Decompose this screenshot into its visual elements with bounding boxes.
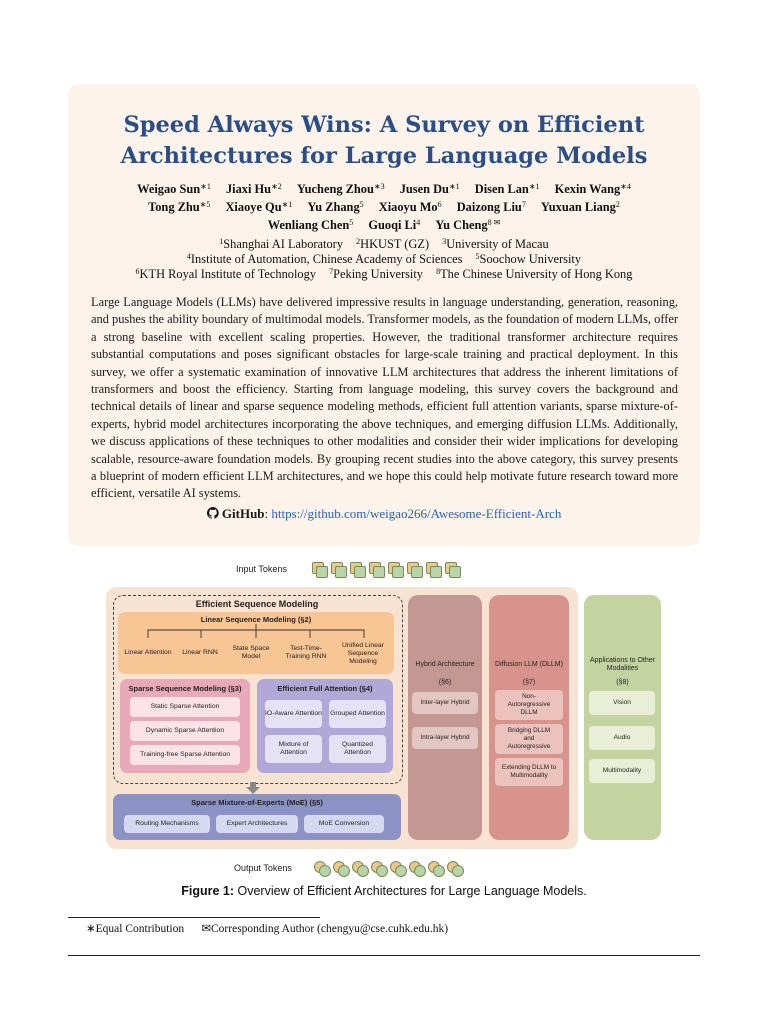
author: Yuxuan Liang$^2$ (540, 200, 620, 214)
token-icon (449, 566, 461, 578)
efa-title: Efficient Full Attention (§4) (277, 684, 373, 693)
github-line: GitHub: https://github.com/weigao266/Awesome-Efficient-Arch (68, 506, 700, 522)
arrow-down-icon (246, 782, 260, 794)
paper-title: Speed Always Wins: A Survey on Efficient Architectures for Large Language Models (120, 112, 648, 169)
ssm-item: Static Sparse Attention (130, 697, 240, 717)
app-title: Applications to Other Modalities (590, 657, 655, 672)
author: Weigao Sun$^{∗1}$ (137, 182, 211, 196)
affiliation: $^6$KTH Royal Institute of Technology (135, 267, 317, 281)
author-line-2 (68, 198, 700, 216)
figure-caption (68, 884, 700, 898)
token-icon (414, 865, 426, 877)
app-item: Vision (589, 691, 655, 715)
affiliation: $^4$Institute of Automation, Chinese Academy of Sciences (186, 252, 463, 266)
author-line-1 (68, 180, 700, 198)
footnote (86, 921, 448, 935)
moe-item: Routing Mechanisms (124, 815, 210, 833)
token-icon (335, 566, 347, 578)
author: Guoqi Li$^4$ (368, 218, 421, 232)
lsm-bracket (118, 624, 394, 640)
app-section: (§8) (616, 679, 629, 686)
footnote-rule (68, 917, 320, 918)
token-icon (338, 865, 350, 877)
caption-text: Overview of Efficient Architectures for Large Language Models. (237, 884, 587, 898)
github-label: GitHub (221, 506, 265, 521)
applications-box (584, 595, 661, 840)
token-icon (357, 865, 369, 877)
moe-title: Sparse Mixture-of-Experts (MoE) (§5) (191, 798, 323, 807)
lsm-item: Unified Linear Sequence Modeling (342, 642, 384, 665)
ssm-item: Training-free Sparse Attention (130, 745, 240, 765)
efa-item: Grouped Attention (329, 700, 386, 728)
author: Yu Cheng$^{8 ✉}$ (435, 218, 501, 232)
lsm-title: Linear Sequence Modeling (§2) (200, 615, 312, 624)
affiliation: $^8$The Chinese University of Hong Kong (436, 267, 633, 281)
token-icon (411, 566, 423, 578)
token-icon (433, 865, 445, 877)
token-icon (316, 566, 328, 578)
author: Xiaoyu Mo$^6$ (378, 200, 442, 214)
affiliation: $^1$Shanghai AI Laboratory (219, 237, 344, 251)
hybrid-section: (§6) (438, 679, 452, 686)
app-item: Audio (589, 726, 655, 750)
author: Disen Lan$^{∗1}$ (474, 182, 540, 196)
author: Xiaoye $Qu^{∗1}$ (225, 200, 293, 214)
lsm-item: State Space Model (232, 645, 270, 660)
input-tokens-row (312, 562, 462, 578)
token-icon (430, 566, 442, 578)
dllm-item: Non-Autoregressive DLLM (495, 690, 563, 720)
moe-item: MoE Conversion (304, 815, 384, 833)
efa-item: IO-Aware Attention (265, 700, 322, 728)
hybrid-item: Intra-layer Hybrid (412, 727, 478, 749)
token-icon (354, 566, 366, 578)
output-tokens-label: Output Tokens (234, 863, 292, 873)
lsm-item: Linear RNN (182, 649, 218, 656)
token-icon (452, 865, 464, 877)
author: Kexin Wang$^{∗4}$ (554, 182, 631, 196)
affiliation-line-1 (68, 236, 700, 252)
github-icon (207, 507, 219, 519)
author-line-3 (68, 216, 700, 234)
author: Yu Zhang$^5$ (307, 200, 364, 214)
dllm-item: Bridging DLLM and Autoregressive (495, 724, 563, 754)
esm-title: Efficient Sequence Modeling (195, 599, 319, 609)
abstract-text: Large Language Models (LLMs) have delivered impressive results in language understanding, generation, reasoning, and pushes the ability boundary of multimodal models. Transformer models, as the foundation of modern LLMs, offer a strong baseline with excellent scaling properties. However, the traditional transformer architecture requires substantial computations and poses significant obstacles for large-scale training and practical deployment. In this survey, we offer a systematic examination of innovative LLM architectures that address the inherent limitations of transformers and boost the efficiency. Starting from language modeling, this survey covers the background and technical details of linear and sparse sequence modeling methods, efficient full attention variants, sparse mixture-of-experts, hybrid model architectures incorporating the above techniques, and emerging diffusion LLMs. Additionally, we discuss applications of these techniques to other modalities and consider their wider implications for developing scalable, resource-aware foundation models. By grouping recent studies into the above category, this survey presents a blueprint of modern efficient LLM architectures, and we hope this could help motivate future research toward more efficient, versatile AI systems. (91, 295, 678, 501)
token-icon (376, 865, 388, 877)
author: Wenliang Chen$^5$ (267, 218, 354, 232)
affiliation: $^7$Peking University (329, 267, 423, 281)
affiliation: $^2$HKUST (GZ) (356, 237, 430, 251)
input-tokens-label: Input Tokens (236, 564, 287, 574)
hybrid-architecture-box (408, 595, 482, 840)
caption-label: Figure 1: (181, 884, 235, 898)
efa-item: Mixture of Attention (265, 735, 322, 763)
footnote-equal: ∗Equal Contribution (86, 923, 185, 935)
affiliation-line-2 (68, 251, 700, 267)
author: Daizong Liu$^7$ (456, 200, 526, 214)
affiliation: $^5$Soochow University (475, 252, 582, 266)
footnote-corresponding: ✉Corresponding Author (chengyu@cse.cuhk.edu.hk) (201, 923, 449, 935)
app-item: Multimodality (589, 759, 655, 783)
github-link[interactable]: https://github.com/weigao266/Awesome-Efficient-Arch (271, 506, 562, 521)
token-icon (392, 566, 404, 578)
token-icon (395, 865, 407, 877)
page-bottom-rule (68, 955, 700, 956)
efa-item: Quantized Attention (329, 735, 386, 763)
lsm-item: Linear Attention (124, 649, 172, 656)
lsm-item: Test-Time-Training RNN (285, 645, 327, 660)
dllm-item: Extending DLLM to Multimodality (495, 758, 563, 786)
output-tokens-row (314, 861, 464, 877)
author: Jiaxi $Hu^{∗2}$ (225, 182, 282, 196)
hybrid-item: Inter-layer Hybrid (412, 692, 478, 714)
ssm-title: Sparse Sequence Modeling (§3) (128, 684, 242, 693)
ssm-item: Dynamic Sparse Attention (130, 721, 240, 741)
affiliation-line-3 (68, 266, 700, 282)
moe-item: Expert Architectures (216, 815, 298, 833)
author: Jusen $Du^{∗1}$ (399, 182, 460, 196)
author: Yucheng Zhou$^{∗3}$ (296, 182, 385, 196)
hybrid-title: Hybrid Architecture (415, 661, 475, 668)
token-icon (373, 566, 385, 578)
token-icon (319, 865, 331, 877)
author: Tong Zhu$^{∗5}$ (148, 200, 211, 214)
dllm-title: Diffusion LLM (DLLM) (495, 661, 563, 668)
affiliation: $^3$University of Macau (442, 237, 549, 251)
dllm-section: (§7) (522, 679, 536, 686)
